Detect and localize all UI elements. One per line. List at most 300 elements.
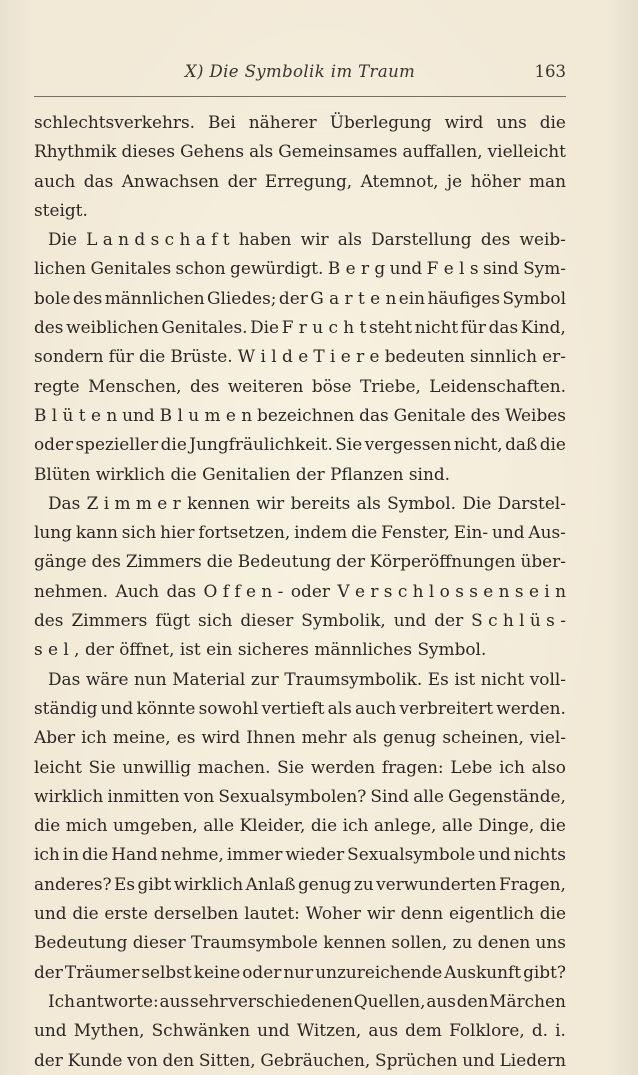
word: oder: [242, 961, 282, 982]
text-line: [34, 635, 566, 664]
word: Sind: [370, 785, 410, 806]
word: spezieller: [75, 434, 159, 455]
word: Weibes: [505, 404, 566, 425]
word: lung: [34, 522, 72, 543]
word: W i l d e: [237, 346, 309, 367]
word: kennen: [323, 932, 387, 953]
word: Das: [48, 668, 81, 689]
word: der: [227, 170, 257, 191]
word: Witzen,: [296, 1020, 362, 1041]
word: haben: [238, 229, 292, 250]
word: die: [539, 903, 566, 924]
word: B e r g: [327, 258, 386, 279]
word: Die: [48, 229, 77, 250]
word: wäre: [85, 668, 129, 689]
word: zu: [353, 873, 374, 894]
word: und: [491, 522, 525, 543]
text-line: [34, 1046, 566, 1075]
word: verbreitert: [399, 697, 494, 718]
text-line: [34, 460, 566, 489]
word: die: [539, 434, 566, 455]
word: Es: [114, 873, 136, 894]
word: Sitten,: [198, 1049, 256, 1070]
word: bole: [34, 287, 71, 308]
word: genug: [382, 727, 437, 748]
word: Gebräuchen,: [260, 1049, 371, 1070]
word: Brüste.: [170, 346, 233, 367]
word: des: [470, 404, 501, 425]
word: alle: [441, 815, 473, 836]
body-text: [34, 108, 566, 1075]
word: wird: [444, 112, 484, 132]
word: männliches: [314, 639, 413, 660]
word: von: [183, 785, 215, 806]
word: Sie: [277, 756, 305, 777]
word: Sprüchen: [375, 1049, 458, 1070]
word: d.: [531, 1020, 549, 1041]
word: Ihnen: [246, 727, 296, 748]
word: aus: [159, 990, 190, 1011]
running-head: [34, 60, 566, 97]
word: sinnlich: [470, 346, 538, 367]
word: nehmen.: [34, 580, 109, 601]
word: nicht: [480, 668, 525, 689]
word: als: [337, 229, 362, 250]
word: Körperöffnungen: [369, 551, 516, 572]
word: je: [446, 170, 463, 191]
text-line: [34, 372, 566, 401]
word: Zimmers: [125, 551, 202, 572]
word: B l u m e n: [159, 404, 253, 425]
word: Träumer: [64, 961, 140, 982]
word: Material: [172, 668, 246, 689]
word: F r u c h t: [281, 317, 367, 338]
word: der: [34, 1049, 63, 1070]
word: der: [84, 639, 114, 660]
word: des: [34, 317, 64, 338]
word: Symbol.: [417, 639, 487, 660]
word: und: [393, 610, 427, 631]
text-line: [34, 254, 566, 283]
word: Fenster,: [381, 522, 450, 543]
word: gewürdigt.: [230, 258, 324, 279]
word: viel-: [529, 727, 566, 748]
word: leicht: [34, 756, 82, 777]
word: Jungfräulichkeit.: [189, 434, 333, 455]
word: hier: [160, 522, 195, 543]
word: der: [336, 551, 365, 572]
word: Symbol.: [387, 492, 457, 513]
word: keine: [193, 961, 241, 982]
word: ich: [499, 756, 525, 777]
word: Kleider,: [239, 815, 306, 836]
word: und: [257, 1020, 290, 1041]
word: Erregung,: [264, 170, 353, 191]
word: verwunderten: [376, 873, 497, 894]
word: könnte: [136, 697, 196, 718]
word: unzureichende: [315, 961, 443, 982]
word: und: [34, 1020, 67, 1041]
word: als: [356, 492, 381, 513]
word: für: [108, 346, 134, 367]
word: Blüten: [34, 463, 91, 484]
text-line: [34, 782, 566, 811]
text-line: [34, 958, 566, 987]
word: ist: [179, 639, 201, 660]
word: sich: [121, 522, 157, 543]
word: nicht: [414, 317, 459, 338]
word: sowohl: [198, 697, 259, 718]
word: daß: [505, 434, 538, 455]
word: anderes?: [34, 873, 112, 894]
word: schon: [175, 258, 226, 279]
word: Aus-: [528, 522, 566, 543]
text-line: [34, 547, 566, 576]
word: Lebe: [450, 756, 493, 777]
word: die: [160, 434, 187, 455]
word: Gemeinsames: [278, 141, 398, 162]
word: sind: [482, 258, 519, 279]
word: V e r s c h l o s s e n s e i n: [337, 580, 566, 601]
word: des: [480, 229, 511, 250]
word: der: [434, 610, 464, 631]
text-line: [34, 665, 566, 694]
word: zur: [250, 668, 279, 689]
word: B l ü t e n: [34, 404, 118, 425]
word: böse: [311, 375, 352, 396]
word: Dinge,: [478, 815, 535, 836]
word: lichen: [34, 258, 87, 279]
word: Woher: [305, 903, 361, 924]
word: Auch: [115, 580, 159, 601]
text-line: [34, 870, 566, 899]
word: das: [83, 170, 114, 191]
text-line: [34, 987, 566, 1016]
word: von: [127, 1049, 158, 1070]
text-line: [34, 225, 566, 254]
word: weiteren: [227, 375, 304, 396]
word: alle: [203, 815, 235, 836]
word: Darstel-: [497, 492, 566, 513]
text-line: [34, 518, 566, 547]
word: Gliedes;: [207, 287, 277, 308]
word: auch: [355, 697, 397, 718]
word: kann: [75, 522, 118, 543]
word: Das: [48, 492, 81, 513]
word: ist: [454, 668, 476, 689]
word: voll-: [529, 668, 566, 689]
word: und: [100, 697, 134, 718]
word: i.: [555, 1020, 566, 1041]
word: sind.: [408, 463, 451, 484]
word: Genitalien: [202, 463, 291, 484]
text-line: [34, 811, 566, 840]
word: die: [72, 903, 99, 924]
word: sicheres: [237, 639, 309, 660]
word: als: [327, 697, 352, 718]
word: das: [359, 404, 389, 425]
word: die: [539, 815, 566, 836]
text-line: [34, 167, 566, 196]
word: vergessen: [364, 434, 452, 455]
text-line: [34, 840, 566, 869]
word: Fragen,: [498, 873, 566, 894]
text-line: [34, 284, 566, 313]
word: Kunde: [67, 1049, 123, 1070]
text-line: [34, 489, 566, 518]
text-line: [34, 401, 566, 430]
word: dieses: [121, 141, 176, 162]
word: Zimmers: [71, 610, 148, 631]
word: denn: [400, 903, 444, 924]
word: anlege,: [373, 815, 437, 836]
word: die: [539, 112, 566, 132]
word: oder: [290, 580, 330, 601]
text-line: [34, 196, 566, 225]
word: dieser: [132, 932, 186, 953]
word: uns: [535, 932, 566, 953]
word: Bei: [208, 112, 236, 132]
word: bedeuten: [384, 346, 465, 367]
word: Menschen,: [88, 375, 182, 396]
word: nur: [283, 961, 314, 982]
word: schlechtsverkehrs.: [34, 112, 196, 132]
word: Anwachsen: [121, 170, 220, 191]
word: vielleicht: [487, 141, 566, 162]
word: fügt: [155, 610, 191, 631]
word: ich: [81, 727, 107, 748]
word: kennen: [187, 492, 250, 513]
word: also: [531, 756, 566, 777]
word: häufiges: [427, 287, 501, 308]
word: wir: [256, 492, 285, 513]
word: er-: [542, 346, 566, 367]
word: O f f e n -: [203, 580, 284, 601]
word: Darstellung: [371, 229, 472, 250]
word: in: [62, 844, 80, 865]
word: sich: [198, 610, 233, 631]
word: Atemnot,: [360, 170, 439, 191]
text-line: [34, 342, 566, 371]
word: Märchen: [489, 990, 566, 1011]
word: Symbolik,: [301, 610, 386, 631]
word: sollen,: [391, 932, 448, 953]
word: das: [166, 580, 197, 601]
word: inmitten: [107, 785, 180, 806]
word: Auskunft: [444, 961, 522, 982]
word: ein: [206, 639, 233, 660]
word: T i e r e: [313, 346, 380, 367]
word: die: [206, 551, 233, 572]
word: für: [460, 317, 486, 338]
word: und: [389, 258, 423, 279]
word: den: [162, 1049, 195, 1070]
word: Genitales.: [161, 317, 248, 338]
word: Schwänken: [151, 1020, 251, 1041]
word: als: [352, 727, 377, 748]
word: man: [528, 170, 566, 191]
word: machen.: [197, 756, 271, 777]
word: steigt.: [34, 199, 88, 220]
word: die: [34, 815, 61, 836]
word: des: [91, 551, 121, 572]
word: verschiedenen: [228, 990, 353, 1011]
word: scheinen,: [442, 727, 524, 748]
word: mehr: [301, 727, 347, 748]
word: Symbol: [502, 287, 566, 308]
word: Folklore,: [449, 1020, 525, 1041]
text-line: [34, 577, 566, 606]
word: genug: [297, 873, 352, 894]
word: denen: [477, 932, 531, 953]
word: Kind,: [520, 317, 566, 338]
word: wieder: [285, 844, 345, 865]
word: Ich: [48, 990, 76, 1011]
word: weiblichen: [66, 317, 159, 338]
word: gibt: [137, 873, 172, 894]
word: Es: [427, 668, 449, 689]
word: des: [72, 287, 103, 308]
word: wirklich: [95, 463, 166, 484]
word: Triebe,: [359, 375, 421, 396]
word: und: [462, 1049, 495, 1070]
word: wir: [300, 229, 329, 250]
word: eigentlich: [448, 903, 534, 924]
word: Die: [250, 317, 280, 338]
word: weib-: [519, 229, 566, 250]
word: aus: [426, 990, 456, 1011]
word: männlichen: [104, 287, 205, 308]
word: fragen:: [381, 756, 444, 777]
word: derselben: [153, 903, 239, 924]
word: Sexualsymbole: [347, 844, 476, 865]
word: sehr: [189, 990, 228, 1011]
word: Traumsymbolik.: [284, 668, 423, 689]
word: das: [488, 317, 519, 338]
word: G a r t e n: [310, 287, 397, 308]
word: bezeichnen: [257, 404, 355, 425]
word: Z i m m e r: [86, 492, 181, 513]
word: höher: [470, 170, 521, 191]
text-line: [34, 108, 566, 137]
text-line: [34, 928, 566, 957]
word: nehme,: [160, 844, 224, 865]
word: es: [176, 727, 196, 748]
word: erste: [104, 903, 148, 924]
word: nun: [134, 668, 167, 689]
word: regte: [34, 375, 80, 396]
text-line: [34, 694, 566, 723]
word: näherer: [248, 112, 317, 132]
word: Gegenstände,: [448, 785, 566, 806]
word: dem: [405, 1020, 442, 1041]
word: der: [278, 287, 308, 308]
word: gibt?: [523, 961, 566, 982]
word: gänge: [34, 551, 87, 572]
word: auch: [34, 170, 76, 191]
word: lautet:: [244, 903, 300, 924]
word: der: [34, 961, 63, 982]
word: L a n d s c h a f t: [86, 229, 230, 250]
text-line: [34, 137, 566, 166]
running-title: X) Die Symbolik im Traum: [184, 62, 416, 81]
word: werden.: [496, 697, 566, 718]
word: und: [122, 404, 155, 425]
word: alle: [413, 785, 445, 806]
word: Aber: [34, 727, 76, 748]
text-line: [34, 899, 566, 928]
word: bereits: [290, 492, 351, 513]
text-line: [34, 313, 566, 342]
word: sondern: [34, 346, 104, 367]
word: mich: [65, 815, 108, 836]
word: des: [189, 375, 220, 396]
word: F e l s: [426, 258, 479, 279]
word: des: [34, 610, 64, 631]
text-line: [34, 753, 566, 782]
word: Die: [462, 492, 492, 513]
word: nichts: [513, 844, 566, 865]
word: Leidenschaften.: [429, 375, 566, 396]
word: Hand: [111, 844, 158, 865]
word: Mythen,: [73, 1020, 145, 1041]
word: aus: [368, 1020, 398, 1041]
word: Ein-: [453, 522, 489, 543]
word: die: [351, 522, 378, 543]
word: vertieft: [261, 697, 325, 718]
word: ich: [342, 815, 369, 836]
word: selbst: [141, 961, 192, 982]
word: ein: [398, 287, 426, 308]
word: Sie: [335, 434, 363, 455]
word: umgeben,: [112, 815, 198, 836]
word: Bedeutung: [237, 551, 332, 572]
word: Pflanzen: [330, 463, 404, 484]
word: wird: [201, 727, 241, 748]
word: als: [249, 141, 274, 162]
word: Genitale: [393, 404, 466, 425]
word: Liedern: [499, 1049, 566, 1070]
word: öffnet,: [119, 639, 175, 660]
word: auffallen,: [402, 141, 483, 162]
word: Genitales: [90, 258, 172, 279]
word: immer: [226, 844, 283, 865]
word: indem: [294, 522, 348, 543]
word: Rhythmik: [34, 141, 117, 162]
word: wirklich: [173, 873, 244, 894]
word: Traumsymbole: [191, 932, 318, 953]
word: Sie: [88, 756, 116, 777]
word: steht: [368, 317, 413, 338]
word: Überlegung: [329, 112, 432, 132]
word: nicht,: [453, 434, 503, 455]
word: Anlaß: [245, 873, 296, 894]
word: s e l ,: [34, 639, 80, 660]
word: über-: [520, 551, 566, 572]
word: Bedeutung: [34, 932, 128, 953]
word: den: [456, 990, 489, 1011]
word: werden: [310, 756, 376, 777]
word: wir: [366, 903, 395, 924]
word: die: [310, 815, 338, 836]
word: Sexualsymbolen?: [218, 785, 367, 806]
word: zu: [452, 932, 473, 953]
word: meine,: [112, 727, 171, 748]
word: antworte:: [75, 990, 159, 1011]
text-line: [34, 606, 566, 635]
word: der: [295, 463, 325, 484]
word: dieser: [240, 610, 294, 631]
